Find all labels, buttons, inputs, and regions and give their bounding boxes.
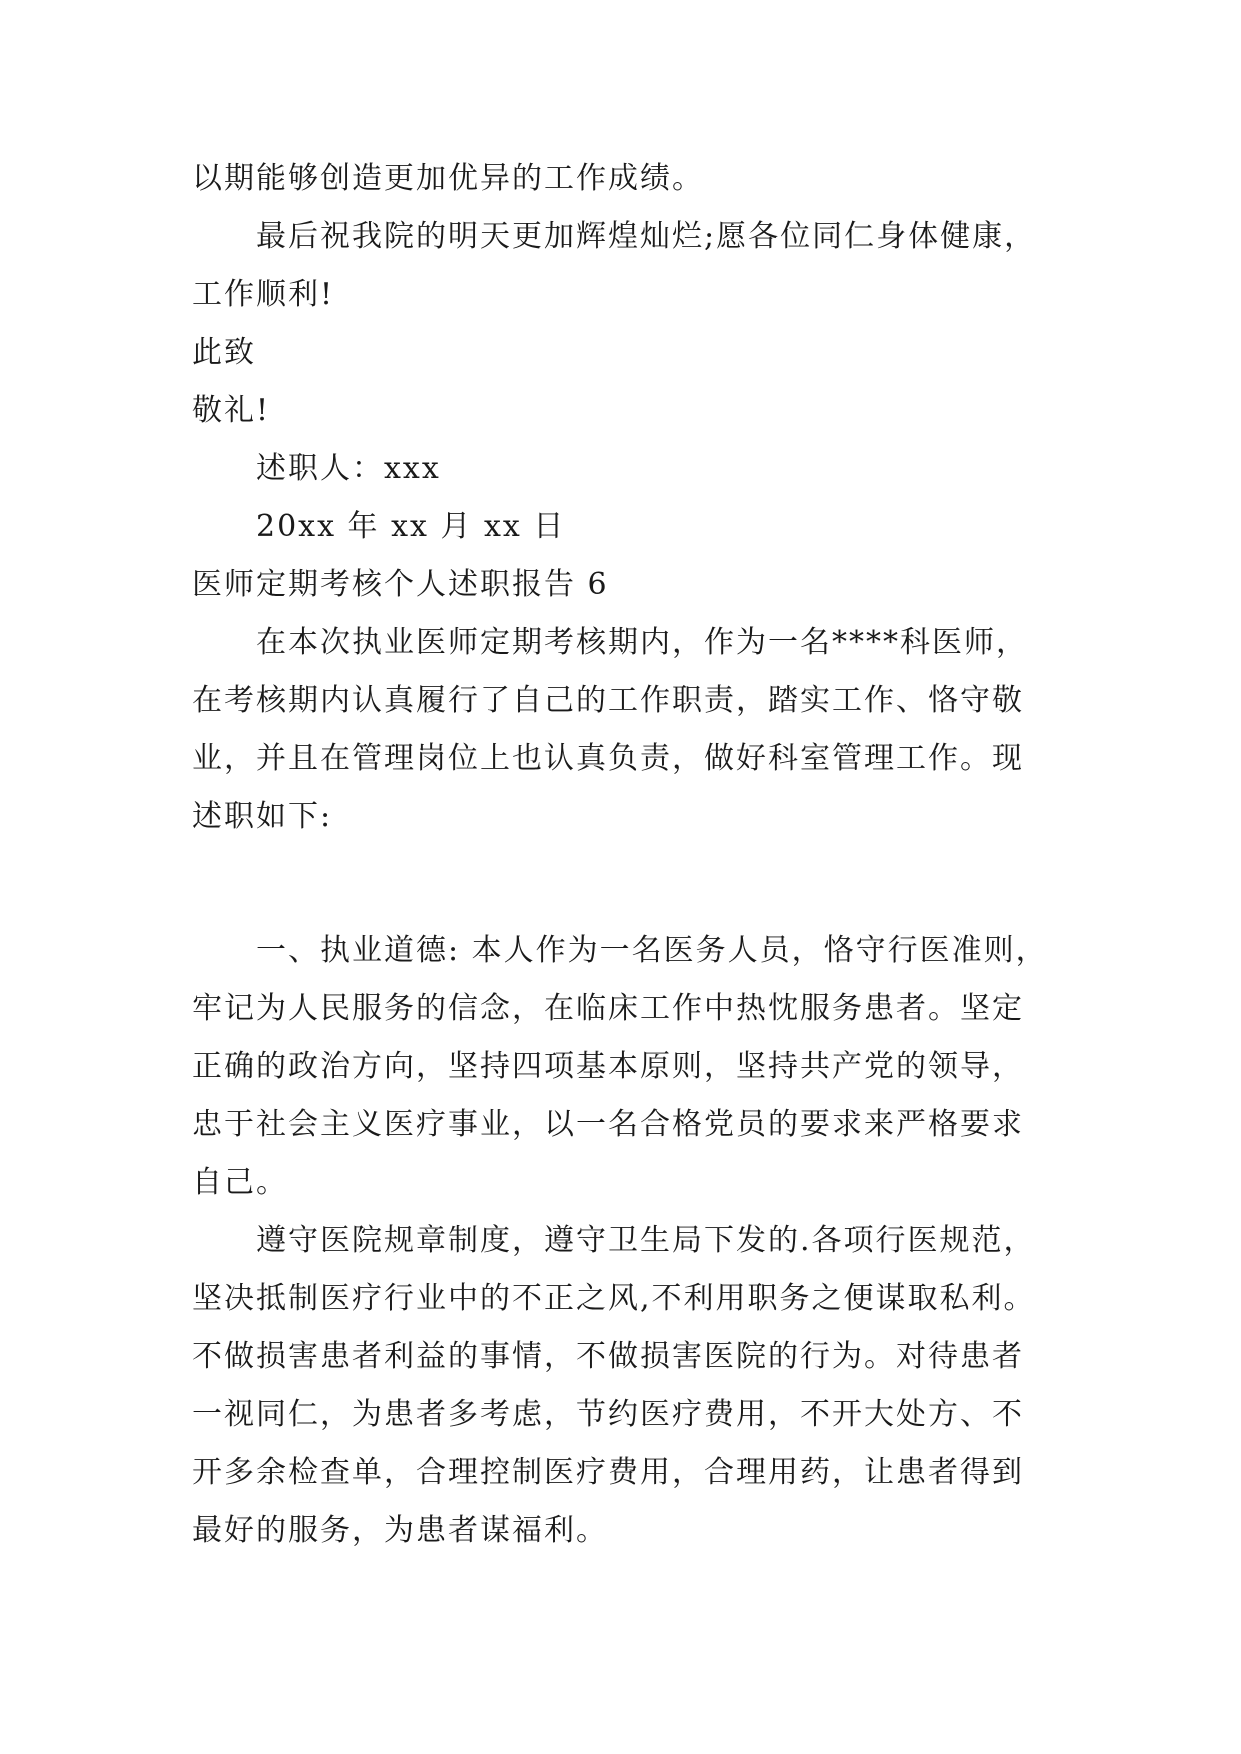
text-line: 在考核期内认真履行了自己的工作职责，踏实工作、恪守敬 — [192, 683, 1024, 718]
text-line: 业，并且在管理岗位上也认真负责，做好科室管理工作。现 — [192, 741, 1024, 776]
text-line: 正确的政治方向，坚持四项基本原则，坚持共产党的领导， — [192, 1049, 1024, 1084]
text-line: 不做损害患者利益的事情，不做损害医院的行为。对待患者 — [192, 1339, 1024, 1374]
section-title: 医师定期考核个人述职报告 6 — [192, 567, 609, 602]
text-line: 最好的服务，为患者谋福利。 — [192, 1513, 608, 1548]
document-body — [192, 150, 1072, 1560]
text-line: 以期能够创造更加优异的工作成绩。 — [192, 161, 704, 196]
text-line: 坚决抵制医疗行业中的不正之风,不利用职务之便谋取私利。 — [192, 1281, 1036, 1316]
text-line: 一视同仁，为患者多考虑，节约医疗费用，不开大处方、不 — [192, 1397, 1024, 1432]
text-line: 最后祝我院的明天更加辉煌灿烂;愿各位同仁身体健康， — [256, 219, 1037, 254]
text-line: 牢记为人民服务的信念，在临床工作中热忱服务患者。坚定 — [192, 991, 1024, 1026]
closing-salutation: 敬礼! — [192, 393, 271, 428]
closing-salutation: 此致 — [192, 335, 256, 370]
text-line: 一、执业道德: 本人作为一名医务人员，恪守行医准则， — [256, 933, 1048, 968]
signature-line: 述职人：xxx — [256, 451, 441, 486]
text-line: 自己。 — [192, 1165, 288, 1200]
text-line: 忠于社会主义医疗事业，以一名合格党员的要求来严格要求 — [192, 1107, 1024, 1142]
paragraph-gap — [192, 846, 1072, 922]
text-line: 开多余检查单，合理控制医疗费用，合理用药，让患者得到 — [192, 1455, 1024, 1490]
text-line: 遵守医院规章制度，遵守卫生局下发的.各项行医规范， — [256, 1223, 1036, 1258]
text-line: 述职如下: — [192, 799, 333, 834]
text-line: 在本次执业医师定期考核期内，作为一名****科医师， — [256, 625, 1028, 660]
date-line: 20xx 年 xx 月 xx 日 — [256, 509, 566, 544]
text-line: 工作顺利! — [192, 277, 335, 312]
